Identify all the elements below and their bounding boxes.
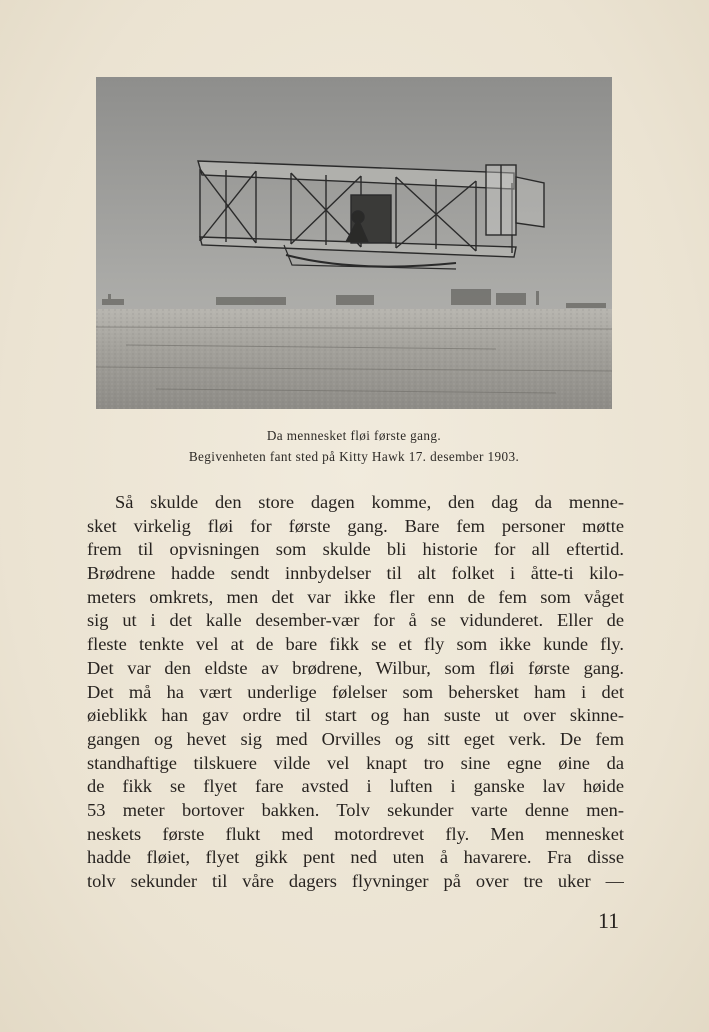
page-number: 11 [598,908,620,933]
paragraph-line: Det var den eldste av brødrene, Wilbur, som fløi første gang. [87,657,624,678]
paragraph-line: Det må ha vært underlige følelser som behersket ham i det [87,681,624,702]
figure-caption-line-2: Begivenheten fant sted på Kitty Hawk 17. desember 1903. [188,449,520,464]
biplane-illustration [96,77,612,409]
paragraph-line: gangen og hevet sig med Orvilles og sitt eget verk. De fem [87,728,624,749]
paragraph-line: Brødrene hadde sendt innbydelser til alt folket i åtte-ti kilo- [87,563,624,584]
paragraph-line: neskets første flukt med motordrevet fly. Men mennesket [87,823,624,844]
body-paragraph [87,491,624,894]
paragraph-line: standhaftige tilskuere vilde vel knapt tro sine egne øine da [87,752,624,773]
paragraph-line: tolv sekunder til våre dagers flyvninger på over tre uker — [87,871,624,891]
paragraph-line: Så skulde den store dagen komme, den dag da menne- [115,492,624,512]
paragraph-line: sket virkelig fløi for første gang. Bare fem personer møtte [87,515,624,536]
paragraph-line: meters omkrets, men det var ikke fler enn de fem som våget [87,586,624,607]
paragraph-line: øieblikk han gav ordre til start og han suste ut over skinne- [87,705,624,726]
paragraph-line: sig ut i det kalle desember-vær for å se vidunderet. Eller de [87,610,624,631]
paragraph-line: de fikk se flyet fare avsted i luften i ganske lav høide [87,776,624,797]
paragraph-line: 53 meter bortover bakken. Tolv sekunder varte denne men- [87,799,624,820]
figure-caption-line-1: Da mennesket fløi første gang. [266,428,442,443]
paragraph-line: fleste tenkte vel at de bare fikk se et fly som ikke kunde fly. [87,634,624,655]
wright-flyer-photo [96,77,612,409]
paragraph-line: frem til opvisningen som skulde bli historie for all eftertid. [87,539,624,560]
paragraph-line: hadde fløiet, flyet gikk pent ned uten å havarere. Fra disse [87,847,624,868]
